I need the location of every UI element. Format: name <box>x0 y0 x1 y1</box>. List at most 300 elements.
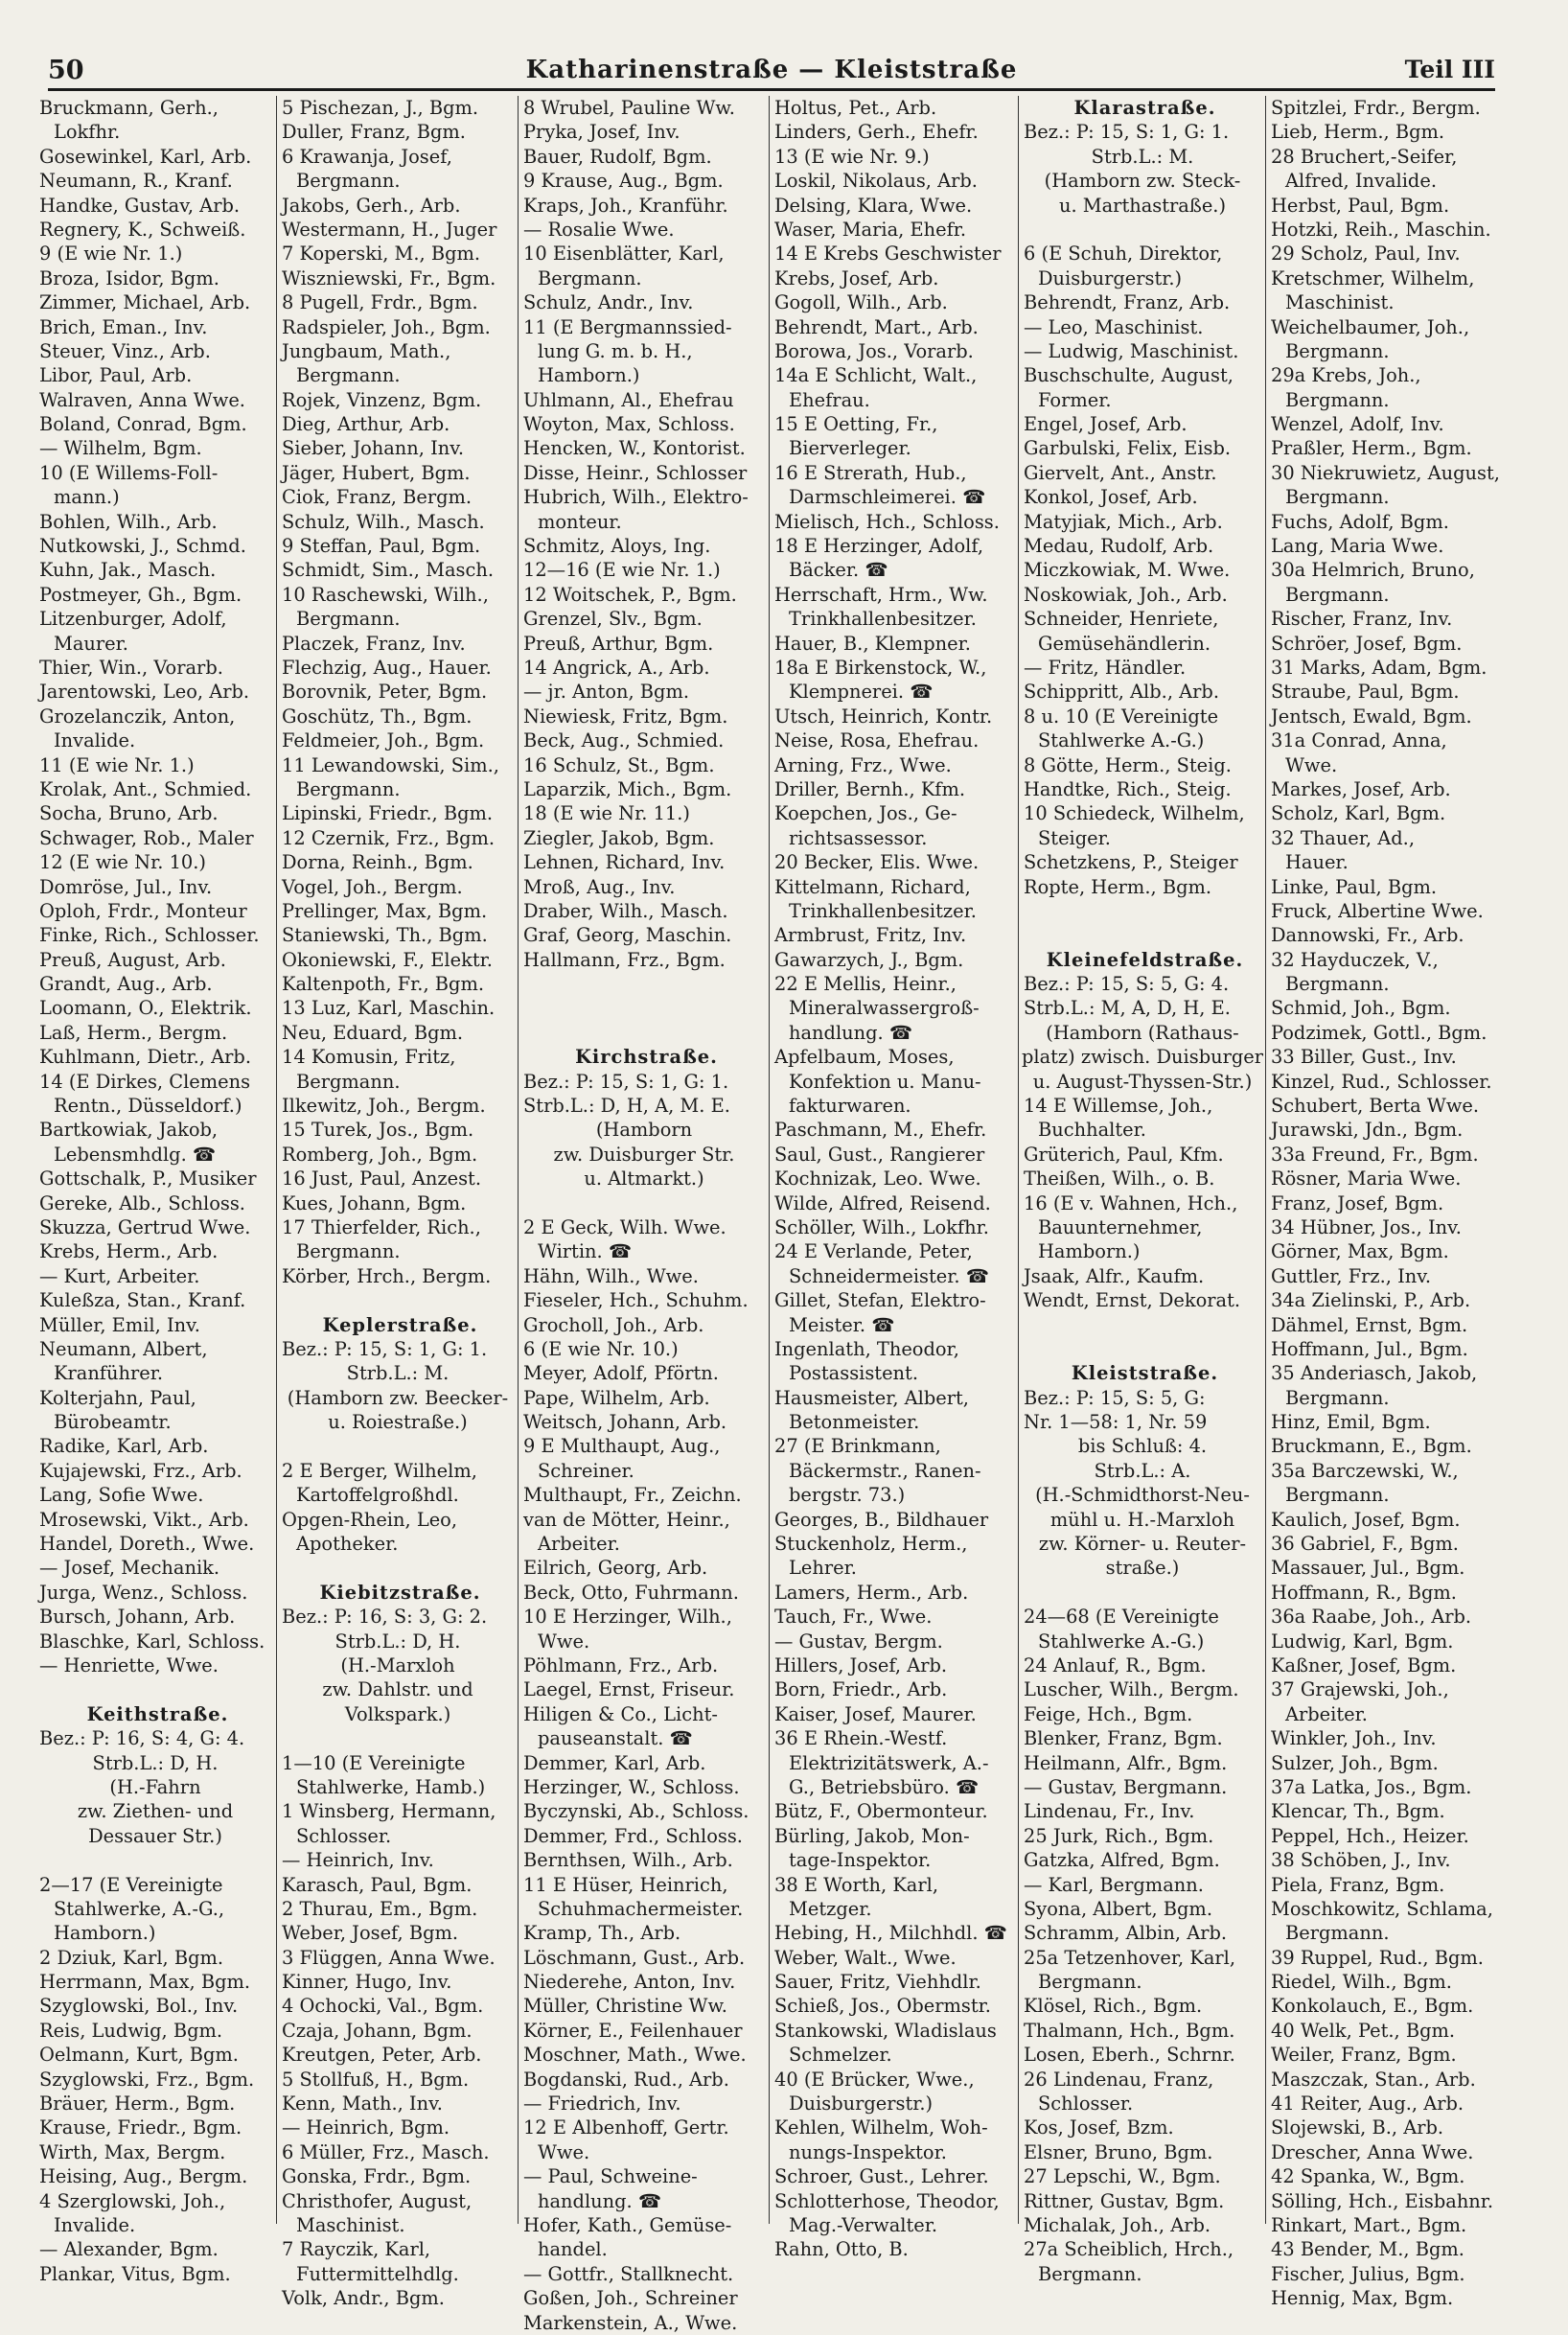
entry-line: — Josef, Mechanik. <box>39 1557 220 1580</box>
entry-line: Bauunternehmer, <box>1038 1215 1203 1238</box>
entry-line: pauseanstalt. ☎ <box>538 1727 693 1750</box>
entry-line <box>35 1677 276 1701</box>
entry-line: Fruck, Albertine Wwe. <box>1271 899 1484 922</box>
entry-line: Koepchen, Jos., Ge- <box>774 802 957 825</box>
entry-line: Kartoffelgroßhdl. <box>296 1484 459 1507</box>
entry-line: Bräuer, Herm., Bgm. <box>39 2092 236 2115</box>
entry-line: Elsner, Bruno, Bgm. <box>1024 2140 1213 2163</box>
entry-line: Volkspark.) <box>344 1702 451 1725</box>
entry-line: 40 Welk, Pet., Bgm. <box>1271 2019 1456 2042</box>
entry-line: Born, Friedr., Arb. <box>774 1678 948 1701</box>
entry-line: 14a E Schlicht, Walt., <box>774 364 978 387</box>
entry-line: Lipinski, Friedr., Bgm. <box>282 802 494 825</box>
entry-line: Arbeiter. <box>538 1533 620 1556</box>
entry-line: Körner, E., Feilenhauer <box>523 2019 743 2042</box>
entry-line: (H.-Marxloh <box>340 1654 455 1676</box>
entry-line: Schröer, Josef, Bgm. <box>1271 632 1463 655</box>
entry-line: 11 Lewandowski, Sim., <box>282 753 499 776</box>
entry-line: 24 E Verlande, Peter, <box>774 1240 973 1263</box>
entry-line: Lebensmhdlg. ☎ <box>54 1143 217 1166</box>
entry-line: Krebs, Josef, Arb. <box>774 266 939 289</box>
entry-line: — Ludwig, Maschinist. <box>1024 339 1239 362</box>
entry-line: 2—17 (E Vereinigte <box>39 1873 223 1896</box>
entry-line: Nutkowski, J., Schmd. <box>39 535 246 558</box>
entry-line: 13 (E wie Nr. 9.) <box>774 145 930 168</box>
entry-line: Kehlen, Wilhelm, Woh- <box>774 2116 988 2139</box>
entry-line: Kittelmann, Richard, <box>774 875 971 898</box>
entry-line <box>519 996 770 1020</box>
entry-line: Bez.: P: 16, S: 3, G: 2. <box>282 1606 488 1629</box>
entry-line: Ciok, Franz, Bergm. <box>282 486 473 509</box>
entry-line: Lehrer. <box>789 1557 857 1580</box>
entry-line: Postmeyer, Gh., Bgm. <box>39 583 242 606</box>
entry-line: Disse, Heinr., Schlosser <box>523 461 748 484</box>
entry-line: Wenzel, Adolf, Inv. <box>1271 413 1444 436</box>
entry-line: Beck, Otto, Fuhrmann. <box>523 1581 739 1604</box>
entry-line: Schramm, Albin, Arb. <box>1024 1922 1228 1945</box>
column-1 <box>35 96 276 2285</box>
entry-line: Bergmann. <box>1285 388 1390 411</box>
entry-line: Eilrich, Georg, Arb. <box>523 1557 708 1580</box>
street-heading: Kleinefeldstraße. <box>1046 948 1244 971</box>
entry-line: 11 (E Bergmannssied- <box>523 315 732 338</box>
entry-line: Hennig, Max, Bgm. <box>1271 2287 1454 2310</box>
entry-line: Schmidt, Sim., Masch. <box>282 559 494 582</box>
entry-line: Ropte, Herm., Bgm. <box>1024 875 1212 898</box>
entry-line: Lindenau, Fr., Inv. <box>1024 1800 1195 1823</box>
entry-line: Wirtin. ☎ <box>538 1240 633 1263</box>
entry-line: Neise, Rosa, Ehefrau. <box>774 729 980 752</box>
entry-line: Klencar, Th., Bgm. <box>1271 1800 1445 1823</box>
entry-line: 7 Koperski, M., Bgm. <box>282 243 481 266</box>
entry-line: 42 Spanka, W., Bgm. <box>1271 2165 1465 2188</box>
entry-line: 8 Pugell, Frdr., Bgm. <box>282 291 478 314</box>
entry-line: Laegel, Ernst, Friseur. <box>523 1678 735 1701</box>
entry-line: Oploh, Frdr., Monteur <box>39 899 247 922</box>
entry-line: (H.-Schmidthorst-Neu- <box>1035 1484 1250 1507</box>
entry-line: 11 (E wie Nr. 1.) <box>39 753 195 776</box>
entry-line: Wirth, Max, Bergm. <box>39 2140 226 2163</box>
entry-line: Schieß, Jos., Obermstr. <box>774 1995 991 2018</box>
entry-line: Giervelt, Ant., Anstr. <box>1024 461 1217 484</box>
entry-line: Sölling, Hch., Eisbahnr. <box>1271 2189 1494 2212</box>
entry-line: Hamborn.) <box>54 1922 156 1945</box>
entry-line: Nr. 1—58: 1, Nr. 59 <box>1024 1411 1208 1434</box>
entry-line: Pryka, Josef, Inv. <box>523 121 680 144</box>
entry-line: Weiler, Franz, Bgm. <box>1271 2044 1457 2067</box>
entry-line: Waser, Maria, Ehefr. <box>774 218 967 241</box>
entry-line: Stahlwerke, Hamb.) <box>296 1775 486 1798</box>
entry-line: Trinkhallenbesitzer. <box>789 899 977 922</box>
entry-line: Bergmann. <box>1285 1484 1390 1507</box>
entry-line: (Hamborn zw. Beecker- <box>287 1386 509 1409</box>
entry-line: 3 Flüggen, Anna Wwe. <box>282 1946 496 1969</box>
column-6 <box>1265 96 1511 2310</box>
entry-line: Massauer, Jul., Bgm. <box>1271 1557 1465 1580</box>
entry-line: Steuer, Vinz., Arb. <box>39 339 211 362</box>
entry-line: Fischer, Julius, Bgm. <box>1271 2262 1465 2285</box>
entry-line: Hencken, W., Kontorist. <box>523 437 746 460</box>
entry-line: 6 Krawanja, Josef, <box>282 145 452 168</box>
entry-line: Fuchs, Adolf, Bgm. <box>1271 510 1449 533</box>
entry-line <box>277 1726 519 1750</box>
entry-line: 20 Becker, Elis. Wwe. <box>774 851 980 874</box>
entry-line: Slojewski, B., Arb. <box>1271 2116 1444 2139</box>
entry-line: Schreiner. <box>538 1459 634 1482</box>
entry-line: Heising, Aug., Bergm. <box>39 2165 248 2188</box>
entry-line: 16 Just, Paul, Anzest. <box>282 1168 482 1191</box>
entry-line: Rojek, Vinzenz, Bgm. <box>282 388 482 411</box>
entry-line: Ludwig, Karl, Bgm. <box>1271 1630 1454 1653</box>
entry-line: Gatzka, Alfred, Bgm. <box>1024 1849 1220 1872</box>
entry-line: Bogdanski, Rud., Arb. <box>523 2068 729 2091</box>
entry-line: Invalide. <box>54 729 136 752</box>
entry-line: Hotzki, Reih., Maschin. <box>1271 218 1491 241</box>
entry-line: Szyglowski, Bol., Inv. <box>39 1995 239 2018</box>
entry-line: Boland, Conrad, Bgm. <box>39 413 247 436</box>
entry-line: zw. Duisburger Str. <box>553 1143 735 1166</box>
column-5 <box>1018 96 1266 2285</box>
entry-line: Armbrust, Fritz, Inv. <box>774 924 967 947</box>
entry-line: Bergmann. <box>538 266 642 289</box>
entry-line: Rischer, Franz, Inv. <box>1271 608 1453 631</box>
entry-line: 16 (E v. Wahnen, Hch., <box>1024 1191 1238 1214</box>
entry-line: Theißen, Wilh., o. B. <box>1024 1168 1215 1191</box>
entry-line: Flechzig, Aug., Hauer. <box>282 656 492 679</box>
entry-line: Duisburgerstr.) <box>1038 266 1183 289</box>
entry-line: 14 Komusin, Fritz, <box>282 1046 456 1069</box>
entry-line: Losen, Eberh., Schrnr. <box>1024 2044 1235 2067</box>
entry-line: 31 Marks, Adam, Bgm. <box>1271 656 1487 679</box>
entry-line: Hallmann, Frz., Bgm. <box>523 948 726 971</box>
entry-line: Karasch, Paul, Bgm. <box>282 1873 473 1896</box>
entry-line: Bierverleger. <box>789 437 911 460</box>
entry-line: Bergmann. <box>296 170 401 193</box>
entry-line: Mroß, Aug., Inv. <box>523 875 676 898</box>
entry-line: Kaltenpoth, Fr., Bgm. <box>282 973 484 996</box>
entry-line: 2 E Geck, Wilh. Wwe. <box>523 1215 726 1238</box>
entry-line: 16 E Strerath, Hub., <box>774 461 967 484</box>
entry-line: 9 (E wie Nr. 1.) <box>39 243 183 266</box>
entry-line: lung G. m. b. H., <box>538 339 693 362</box>
entry-line: Lang, Sofie Wwe. <box>39 1484 204 1507</box>
entry-line: Sauer, Fritz, Viehhdlr. <box>774 1971 981 1994</box>
entry-line: Jäger, Hubert, Bgm. <box>282 461 471 484</box>
directory-columns <box>35 96 1510 2334</box>
entry-line: 12 Woitschek, P., Bgm. <box>523 583 737 606</box>
entry-line: 43 Bender, M., Bgm. <box>1271 2238 1464 2261</box>
entry-line: Invalide. <box>54 2213 136 2236</box>
entry-line: Bergmann. <box>296 1070 401 1093</box>
entry-line: Laparzik, Mich., Bgm. <box>523 777 732 800</box>
entry-line: — Alexander, Bgm. <box>39 2238 219 2261</box>
entry-line: (Hamborn (Rathaus- <box>1046 1021 1239 1044</box>
entry-line: Strb.L.: M. <box>1091 145 1194 168</box>
entry-line: 4 Ochocki, Val., Bgm. <box>282 1995 484 2018</box>
entry-line: Löschmann, Gust., Arb. <box>523 1946 746 1969</box>
entry-line: Kenn, Math., Inv. <box>282 2092 443 2115</box>
entry-line: 25a Tetzenhover, Karl, <box>1024 1946 1236 1969</box>
entry-line: Bez.: P: 16, S: 4, G: 4. <box>39 1727 245 1750</box>
entry-line: Bergmann. <box>1285 583 1390 606</box>
entry-line: Grozelanczik, Anton, <box>39 705 236 728</box>
entry-line: Bruckmann, Gerh., <box>39 97 219 119</box>
entry-line: Kolterjahn, Paul, <box>39 1386 196 1409</box>
entry-line: Mineralwassergroß- <box>789 997 980 1020</box>
entry-line: Arning, Frz., Wwe. <box>774 753 952 776</box>
entry-line: Dannowski, Fr., Arb. <box>1271 924 1464 947</box>
entry-line: Bruckmann, E., Bgm. <box>1271 1435 1472 1458</box>
entry-line: Borovnik, Peter, Bgm. <box>282 681 488 704</box>
entry-line: Neumann, Albert, <box>39 1337 208 1360</box>
part-label: Teil III <box>1404 56 1495 83</box>
entry-line: 6 (E wie Nr. 10.) <box>523 1337 679 1360</box>
entry-line: Hinz, Emil, Bgm. <box>1271 1411 1431 1434</box>
entry-line: 32 Hayduczek, V., <box>1271 948 1439 971</box>
entry-line: — Gustav, Bergm. <box>774 1630 943 1653</box>
entry-line: Kuhn, Jak., Masch. <box>39 559 217 582</box>
entry-line: Moschner, Math., Wwe. <box>523 2044 747 2067</box>
entry-line: Reis, Ludwig, Bgm. <box>39 2019 223 2042</box>
entry-line: u. Altmarkt.) <box>584 1168 704 1191</box>
entry-line: Schneider, Henriete, <box>1024 608 1219 631</box>
entry-line: Konfektion u. Manu- <box>789 1070 981 1093</box>
entry-line: handlung. ☎ <box>789 1021 913 1044</box>
entry-line: Bergmann. <box>1285 1922 1390 1945</box>
entry-line: Körber, Hrch., Bergm. <box>282 1264 492 1287</box>
entry-line: Neumann, R., Kranf. <box>39 170 233 193</box>
entry-line: Schulz, Andr., Inv. <box>523 291 694 314</box>
entry-line: 2 Dziuk, Karl, Bgm. <box>39 1946 224 1969</box>
entry-line: Kaulich, Josef, Bgm. <box>1271 1508 1461 1531</box>
entry-line: u. Roiestraße.) <box>328 1411 468 1434</box>
entry-line: — Rosalie Wwe. <box>523 218 675 241</box>
entry-line: Litzenburger, Adolf, <box>39 608 227 631</box>
entry-line: Behrendt, Mart., Arb. <box>774 315 979 338</box>
entry-line: Schmelzer. <box>789 2044 892 2067</box>
entry-line: Markenstein, A., Wwe. <box>523 2311 738 2334</box>
entry-line: — Gottfr., Stallknecht. <box>523 2262 734 2285</box>
entry-line: Riedel, Wilh., Bgm. <box>1271 1971 1452 1994</box>
entry-line: Bartkowiak, Jakob, <box>39 1119 219 1142</box>
entry-line: Jurga, Wenz., Schloss. <box>39 1581 248 1604</box>
entry-line: — Henriette, Wwe. <box>39 1654 219 1676</box>
entry-line: bis Schluß: 4. <box>1077 1435 1208 1458</box>
entry-line: Stankowski, Wladislaus <box>774 2019 997 2042</box>
entry-line: Saul, Gust., Rangierer <box>774 1143 985 1166</box>
entry-line: 10 (E Willems-Foll- <box>39 461 219 484</box>
entry-line: Placzek, Franz, Inv. <box>282 632 466 655</box>
entry-line: — Karl, Bergmann. <box>1024 1873 1204 1896</box>
entry-line: 6 (E Schuh, Direktor, <box>1024 243 1223 266</box>
entry-line: Brich, Eman., Inv. <box>39 315 208 338</box>
entry-line: Rösner, Maria Wwe. <box>1271 1168 1462 1191</box>
entry-line: 16 Schulz, St., Bgm. <box>523 753 715 776</box>
entry-line: Demmer, Karl, Arb. <box>523 1751 706 1774</box>
entry-line: Paschmann, M., Ehefr. <box>774 1119 987 1142</box>
entry-line: — Fritz, Händler. <box>1024 656 1187 679</box>
entry-line: 35a Barczewski, W., <box>1271 1459 1459 1482</box>
entry-line: Peppel, Hch., Heizer. <box>1271 1824 1469 1847</box>
entry-line: Lang, Maria Wwe. <box>1271 535 1444 558</box>
entry-line: Rittner, Gustav, Bgm. <box>1024 2189 1225 2212</box>
entry-line: Broza, Isidor, Bgm. <box>39 266 219 289</box>
entry-line: 37 Grajewski, Joh., <box>1271 1678 1449 1701</box>
entry-line: Klempnerei. ☎ <box>789 681 934 704</box>
entry-line: Bergmann. <box>296 1240 401 1263</box>
entry-line: Guttler, Frz., Inv. <box>1271 1264 1432 1287</box>
entry-line: Jungbaum, Math., <box>282 339 451 362</box>
entry-line: Herzinger, W., Schloss. <box>523 1775 740 1798</box>
entry-line: 11 E Hüser, Heinrich, <box>523 1873 728 1896</box>
entry-line: 18 E Herzinger, Adolf, <box>774 535 984 558</box>
entry-line <box>1019 1337 1266 1361</box>
entry-line: (H.-Fahrn <box>109 1775 201 1798</box>
entry-line: Drescher, Anna Wwe. <box>1271 2140 1474 2163</box>
entry-line: Stuckenholz, Herm., <box>774 1533 968 1556</box>
entry-line: Draber, Wilh., Masch. <box>523 899 728 922</box>
entry-line: Prellinger, Max, Bgm. <box>282 899 488 922</box>
entry-line: Hebing, H., Milchhdl. ☎ <box>774 1922 1007 1945</box>
entry-line: Skuzza, Gertrud Wwe. <box>39 1215 251 1238</box>
entry-line: Loskil, Nikolaus, Arb. <box>774 170 978 193</box>
entry-line: Strb.L.: A. <box>1094 1459 1191 1482</box>
entry-line: Kreutgen, Peter, Arb. <box>282 2044 482 2067</box>
entry-line: Bez.: P: 15, S: 5, G: <box>1024 1386 1206 1409</box>
entry-line: Piela, Franz, Bgm. <box>1271 1873 1445 1896</box>
entry-line: Plankar, Vitus, Bgm. <box>39 2262 231 2285</box>
entry-line: — jr. Anton, Bgm. <box>523 681 690 704</box>
entry-line: Metzger. <box>789 1897 872 1920</box>
entry-line: Miczkowiak, M. Wwe. <box>1024 559 1231 582</box>
entry-line: Bürling, Jakob, Mon- <box>774 1824 970 1847</box>
entry-line: — Friedrich, Inv. <box>523 2092 681 2115</box>
entry-line: Straube, Paul, Bgm. <box>1271 681 1460 704</box>
entry-line: Bergmann. <box>1038 2262 1142 2285</box>
entry-line: Stahlwerke A.-G.) <box>1038 1630 1205 1653</box>
entry-line: — Leo, Maschinist. <box>1024 315 1204 338</box>
entry-line: Kuhlmann, Dietr., Arb. <box>39 1046 251 1069</box>
entry-line: Gonska, Frdr., Bgm. <box>282 2165 472 2188</box>
entry-line: 37a Latka, Jos., Bgm. <box>1271 1775 1472 1798</box>
entry-line: Georges, B., Bildhauer <box>774 1508 989 1531</box>
entry-line: tage-Inspektor. <box>789 1849 932 1872</box>
entry-line: Hillers, Josef, Arb. <box>774 1654 948 1676</box>
entry-line <box>1019 923 1266 947</box>
entry-line: Hiligen & Co., Licht- <box>523 1702 718 1725</box>
entry-line: Luscher, Wilh., Bergm. <box>1024 1678 1239 1701</box>
entry-line: Wilde, Alfred, Reisend. <box>774 1191 991 1214</box>
entry-line <box>277 1434 519 1458</box>
entry-line: fakturwaren. <box>789 1095 911 1118</box>
entry-line: Duller, Franz, Bgm. <box>282 121 466 144</box>
entry-line: Kaiser, Josef, Maurer. <box>774 1702 977 1725</box>
entry-line: Kochnizak, Leo. Wwe. <box>774 1168 981 1191</box>
entry-line: Kos, Josef, Bzm. <box>1024 2116 1174 2139</box>
entry-line: Scholz, Karl, Bgm. <box>1271 802 1446 825</box>
entry-line: Bergmann. <box>1285 973 1390 996</box>
entry-line: 34 Hübner, Jos., Inv. <box>1271 1215 1462 1238</box>
entry-line: Delsing, Klara, Wwe. <box>774 194 973 217</box>
entry-line: Volk, Andr., Bgm. <box>282 2287 445 2310</box>
entry-line: 15 E Oetting, Fr., <box>774 413 938 436</box>
entry-line: Handel, Doreth., Wwe. <box>39 1533 255 1556</box>
entry-line: Gillet, Stefan, Elektro- <box>774 1289 986 1312</box>
entry-line: Meyer, Adolf, Pförtn. <box>523 1362 719 1385</box>
entry-line: Schmid, Joh., Bgm. <box>1271 997 1451 1020</box>
entry-line: — Paul, Schweine- <box>523 2165 698 2188</box>
entry-line: Linders, Gerh., Ehefr. <box>774 121 979 144</box>
entry-line: Demmer, Frd., Schloss. <box>523 1824 743 1847</box>
entry-line: Weber, Walt., Wwe. <box>774 1946 957 1969</box>
entry-line: Elektrizitätswerk, A.- <box>789 1751 989 1774</box>
entry-line: Maschinist. <box>296 2213 405 2236</box>
entry-line: Steiger. <box>1038 826 1111 849</box>
entry-line: Thalmann, Hch., Bgm. <box>1024 2019 1235 2042</box>
entry-line: zw. Dahlstr. und <box>322 1678 473 1701</box>
page-header <box>48 50 1495 91</box>
page-title: Katharinenstraße — Kleiststraße <box>525 56 1018 84</box>
entry-line: Grenzel, Slv., Bgm. <box>523 608 703 631</box>
entry-line: 26 Lindenau, Franz, <box>1024 2068 1214 2091</box>
entry-line: Hubrich, Wilh., Elektro- <box>523 486 749 509</box>
entry-line: 1 Winsberg, Hermann, <box>282 1800 496 1823</box>
entry-line: Behrendt, Franz, Arb. <box>1024 291 1231 314</box>
entry-line: monteur. <box>538 510 622 533</box>
entry-line: Weitsch, Johann, Arb. <box>523 1411 727 1434</box>
entry-line: Wwe. <box>538 1630 590 1653</box>
entry-line: u. August-Thyssen-Str.) <box>1032 1070 1253 1093</box>
entry-line: Kues, Johann, Bgm. <box>282 1191 467 1214</box>
entry-line: van de Mötter, Heinr., <box>523 1508 730 1531</box>
entry-line: mühl u. H.-Marxloh <box>1049 1508 1235 1531</box>
entry-line: — Kurt, Arbeiter. <box>39 1264 200 1287</box>
entry-line: Bütz, F., Obermonteur. <box>774 1800 988 1823</box>
entry-line: Konkolauch, E., Bgm. <box>1271 1995 1474 2018</box>
entry-line: Hähn, Wilh., Wwe. <box>523 1264 699 1287</box>
entry-line: Byczynski, Ab., Schloss. <box>523 1800 749 1823</box>
entry-line: 10 Raschewski, Wilh., <box>282 583 489 606</box>
entry-line: Romberg, Joh., Bgm. <box>282 1143 478 1166</box>
entry-line: Preuß, Arthur, Bgm. <box>523 632 714 655</box>
entry-line: Sulzer, Joh., Bgm. <box>1271 1751 1439 1774</box>
entry-line: 8 u. 10 (E Vereinigte <box>1024 705 1219 728</box>
entry-line: Jakobs, Gerh., Arb. <box>282 194 461 217</box>
entry-line: Strb.L.: M. <box>346 1362 450 1385</box>
entry-line: Hauer, B., Klempner. <box>774 632 971 655</box>
entry-line: Lehnen, Richard, Inv. <box>523 851 726 874</box>
entry-line: Feldmeier, Joh., Bgm. <box>282 729 485 752</box>
entry-line: Bergmann. <box>296 777 401 800</box>
entry-line: 27 (E Brinkmann, <box>774 1435 941 1458</box>
entry-line: Dorna, Reinh., Bgm. <box>282 851 473 874</box>
column-4 <box>769 96 1019 2261</box>
entry-line: 8 Wrubel, Pauline Ww. <box>523 97 735 119</box>
entry-line: 9 Steffan, Paul, Bgm. <box>282 535 481 558</box>
entry-line: Praßler, Herm., Bgm. <box>1271 437 1472 460</box>
entry-line: Pape, Wilhelm, Arb. <box>523 1386 710 1409</box>
entry-line: Schmitz, Aloys, Ing. <box>523 535 711 558</box>
entry-line: Herbst, Paul, Bgm. <box>1271 194 1450 217</box>
entry-line: Bez.: P: 15, S: 1, G: 1. <box>282 1337 488 1360</box>
entry-line: Bez.: P: 15, S: 1, G: 1. <box>1024 121 1230 144</box>
entry-line: 17 Thierfelder, Rich., <box>282 1215 481 1238</box>
entry-line: Bergmann. <box>1285 486 1390 509</box>
entry-line: Duisburgerstr.) <box>789 2092 934 2115</box>
entry-line: Oelmann, Kurt, Bgm. <box>39 2044 239 2067</box>
entry-line: Mielisch, Hch., Schloss. <box>774 510 1000 533</box>
entry-line: Handtke, Rich., Steig. <box>1024 777 1232 800</box>
